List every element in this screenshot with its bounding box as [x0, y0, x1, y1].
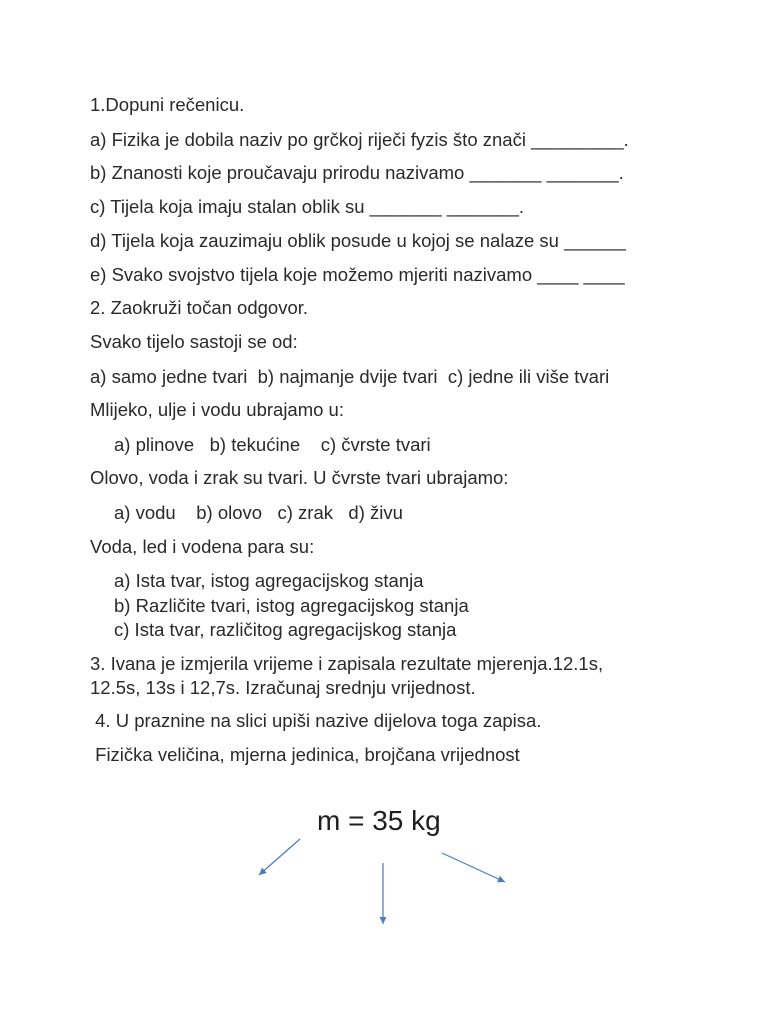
question-4-option-c: c) Ista tvar, različitog agregacijskog stanja [114, 619, 457, 640]
question-1: Svako tijelo sastoji se od: [90, 331, 298, 352]
question-2: Mlijeko, ulje i vodu ubrajamo u: [90, 399, 344, 420]
task-1-item-a: a) Fizika je dobila naziv po grčkoj riječi fyzis što znači _________. [90, 129, 629, 150]
task-1-heading: 1.Dopuni rečenicu. [90, 94, 245, 115]
formula: m = 35 kg [317, 805, 441, 836]
task-4-word-list: Fizička veličina, mjerna jedinica, brojčana vrijednost [90, 744, 520, 765]
arrow-right-icon [442, 853, 505, 882]
question-4: Voda, led i vodena para su: [90, 536, 315, 557]
task-1-item-b: b) Znanosti koje proučavaju prirodu nazivamo _______ _______. [90, 162, 624, 183]
task-1-item-d: d) Tijela koja zauzimaju oblik posude u kojoj se nalaze su ______ [90, 230, 626, 251]
task-3-line-2: 12.5s, 13s i 12,7s. Izračunaj srednju vrijednost. [90, 677, 476, 698]
task-2-heading: 2. Zaokruži točan odgovor. [90, 297, 309, 318]
task-1-item-e: e) Svako svojstvo tijela koje možemo mjeriti nazivamo ____ ____ [90, 264, 625, 285]
question-4-option-b: b) Različite tvari, istog agregacijskog stanja [114, 595, 469, 616]
question-3: Olovo, voda i zrak su tvari. U čvrste tvari ubrajamo: [90, 467, 509, 488]
question-4-option-a: a) Ista tvar, istog agregacijskog stanja [114, 570, 424, 591]
question-3-options: a) vodu b) olovo c) zrak d) živu [114, 502, 403, 523]
task-1-item-c: c) Tijela koja imaju stalan oblik su _______ _______. [90, 196, 525, 217]
question-1-options: a) samo jedne tvari b) najmanje dvije tvari c) jedne ili više tvari [90, 366, 610, 387]
arrow-left-icon [259, 839, 300, 875]
task-4-heading: 4. U praznine na slici upiši nazive dijelova toga zapisa. [90, 710, 542, 731]
question-2-options: a) plinove b) tekućine c) čvrste tvari [114, 434, 431, 455]
task-3-line-1: 3. Ivana je izmjerila vrijeme i zapisala rezultate mjerenja.12.1s, [90, 653, 604, 674]
